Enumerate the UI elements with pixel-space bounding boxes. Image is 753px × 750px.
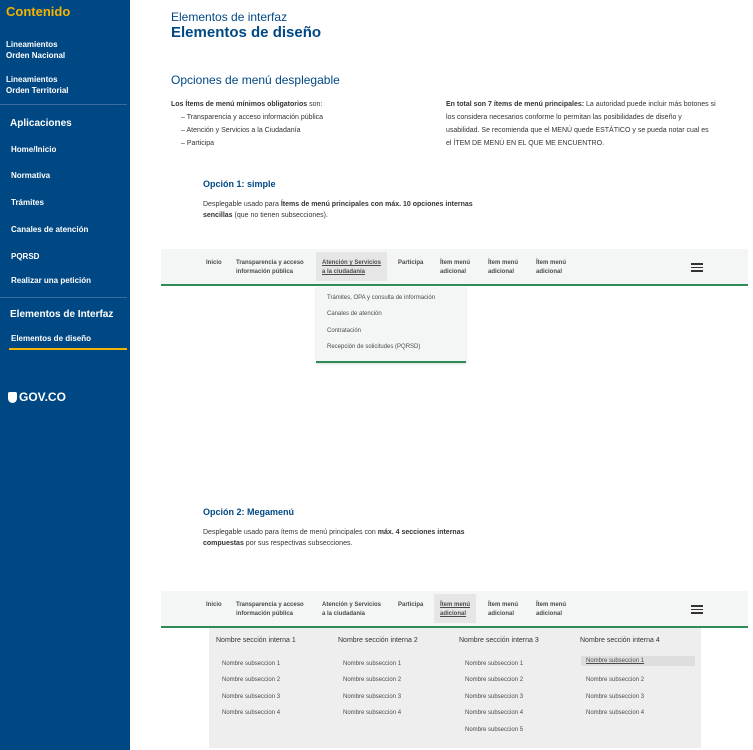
- sidebar-item-label: Orden Territorial: [6, 86, 69, 95]
- nav-label: a la ciudadanía: [322, 611, 366, 617]
- gov-co-logo[interactable]: [8, 390, 66, 404]
- sidebar-item-pqrsd[interactable]: PQRSD: [11, 252, 40, 261]
- nav-label: Ítem menú: [440, 260, 471, 266]
- mandatory-list: [171, 111, 421, 150]
- sidebar-item-peticion[interactable]: Realizar una petición: [11, 276, 92, 285]
- sidebar-section-aplicaciones: Aplicaciones: [10, 118, 72, 129]
- option1-title: Opción 1: simple: [203, 179, 276, 189]
- mandatory-items-text: [171, 98, 421, 150]
- sidebar-item-elementos-diseno[interactable]: Elementos de diseño: [11, 334, 92, 343]
- nav-item-participa[interactable]: [398, 601, 423, 610]
- mega-subsection-link[interactable]: Nombre subseccion 3: [343, 694, 402, 700]
- nav-label: Ítem menú: [488, 602, 519, 608]
- navbar-option2: [161, 591, 748, 628]
- nav-label: adicional: [488, 611, 515, 617]
- intro-bold: Ítems de menú mínimos obligatorios: [185, 101, 308, 108]
- nav-label: información pública: [236, 269, 294, 275]
- nav-item-transparencia[interactable]: [236, 601, 304, 619]
- nav-item-participa[interactable]: [398, 259, 423, 268]
- mega-section-title: Nombre sección interna 4: [580, 637, 660, 644]
- desc-bold: Ítems de menú principales con máx. 10 opciones internas sencillas: [203, 201, 473, 219]
- mega-subsection-link-hover[interactable]: Nombre subseccion 1: [581, 656, 695, 666]
- nav-label: Atención y Servicios: [322, 260, 382, 266]
- option2-title: Opción 2: Megamenú: [203, 507, 295, 517]
- nav-label: Ítem menú: [440, 602, 471, 608]
- nav-label: a la ciudadanía: [322, 269, 366, 275]
- nav-item-inicio[interactable]: [206, 259, 222, 268]
- mega-subsection-link[interactable]: Nombre subseccion 4: [222, 710, 281, 716]
- nav-label: Participa: [398, 602, 424, 608]
- sidebar-item-normativa[interactable]: Normativa: [11, 171, 51, 180]
- nav-label: adicional: [536, 611, 563, 617]
- option1-description: [203, 199, 503, 221]
- total-bold: En total son 7 ítems de menú principales:: [446, 101, 585, 108]
- total-items-text: [446, 98, 716, 150]
- mega-subsection-link[interactable]: Nombre subseccion 1: [343, 661, 402, 667]
- section-title: Opciones de menú desplegable: [171, 73, 340, 87]
- total-text: La autoridad puede incluir más botones si los considera necesarios conforme lo permitan las posibilidades de diseño y usabilidad. Se recomienda que el MENÚ quede ESTÁTICO y se pueda notar cual es el ÍTEM DE MENÚ EN EL QUE ME ENCUENTRO.: [446, 101, 716, 147]
- mega-section-title: Nombre sección interna 1: [216, 637, 296, 644]
- mega-subsection-link[interactable]: Nombre subseccion 2: [586, 677, 645, 683]
- mega-subsection-link[interactable]: Nombre subseccion 1: [222, 661, 281, 667]
- option2-description: [203, 527, 493, 549]
- nav-item-adicional[interactable]: [488, 259, 518, 277]
- sidebar-section-interfaz: Elementos de Interfaz: [10, 309, 114, 320]
- sidebar-divider: [0, 104, 127, 105]
- list-item: – Atención y Servicios a la Ciudadanía: [181, 124, 421, 137]
- desc-bold: máx. 4 secciones internas compuestas: [203, 529, 465, 547]
- mega-subsection-link[interactable]: Nombre subseccion 2: [343, 677, 402, 683]
- nav-item-adicional[interactable]: [536, 601, 566, 619]
- nav-label: adicional: [440, 611, 467, 617]
- nav-label: Ítem menú: [536, 260, 567, 266]
- mega-subsection-link[interactable]: Nombre subseccion 3: [222, 694, 281, 700]
- nav-item-adicional-active[interactable]: [434, 594, 476, 623]
- nav-label: información pública: [236, 611, 294, 617]
- desc-suffix: por sus respectivas subsecciones.: [243, 540, 353, 547]
- mega-subsection-link[interactable]: Nombre subseccion 2: [222, 677, 281, 683]
- sidebar-item-label: Lineamientos: [6, 40, 58, 49]
- dropdown-item[interactable]: Canales de atención: [327, 311, 382, 317]
- nav-label: Transparencia y acceso: [236, 260, 304, 266]
- nav-label: Participa: [398, 260, 424, 266]
- list-item: – Participa: [181, 137, 421, 150]
- shield-icon: [8, 392, 17, 403]
- sidebar-title: Contenido: [6, 4, 71, 19]
- mega-subsection-link[interactable]: Nombre subseccion 3: [465, 694, 524, 700]
- nav-item-adicional[interactable]: [536, 259, 566, 277]
- dropdown-item[interactable]: Recepción de solicitudes (PQRSD): [327, 344, 421, 350]
- mega-subsection-link[interactable]: Nombre subseccion 3: [586, 694, 645, 700]
- dropdown-item[interactable]: Contratación: [327, 328, 362, 334]
- breadcrumb: Elementos de interfaz: [171, 10, 288, 24]
- hamburger-menu-icon[interactable]: [691, 605, 703, 614]
- nav-item-adicional[interactable]: [488, 601, 518, 619]
- list-item: – Transparencia y acceso información pública: [181, 111, 421, 124]
- nav-label: adicional: [440, 269, 467, 275]
- desc-suffix: (que no tienen subsecciones).: [232, 212, 328, 219]
- sidebar-item-canales[interactable]: Canales de atención: [11, 225, 89, 234]
- hamburger-menu-icon[interactable]: [691, 263, 703, 272]
- dropdown-item[interactable]: Trámites, OPA y consulta de información: [327, 295, 436, 301]
- nav-label: adicional: [536, 269, 563, 275]
- nav-label: Inicio: [206, 260, 222, 266]
- sidebar-item-lineamientos-nacional[interactable]: [6, 39, 65, 61]
- sidebar-item-home[interactable]: Home/Inicio: [11, 145, 57, 154]
- active-indicator: [9, 348, 127, 350]
- logo-text: GOV.CO: [19, 390, 66, 404]
- mega-menu: [209, 628, 701, 748]
- nav-item-atencion[interactable]: [322, 601, 381, 619]
- nav-label: Atención y Servicios: [322, 602, 382, 608]
- nav-item-adicional[interactable]: [440, 259, 470, 277]
- sidebar-item-label: Lineamientos: [6, 75, 58, 84]
- mega-subsection-link[interactable]: Nombre subseccion 4: [586, 710, 645, 716]
- nav-item-inicio[interactable]: [206, 601, 222, 610]
- sidebar-item-label: Orden Nacional: [6, 51, 66, 60]
- mega-section-title: Nombre sección interna 2: [338, 637, 418, 644]
- sidebar-item-tramites[interactable]: Trámites: [11, 198, 44, 207]
- nav-label: Transparencia y acceso: [236, 602, 304, 608]
- desc-prefix: Desplegable usado para ítems de menú principales con: [203, 529, 378, 536]
- mega-subsection-link[interactable]: Nombre subseccion 4: [343, 710, 402, 716]
- mega-subsection-link[interactable]: Nombre subseccion 5: [465, 727, 524, 733]
- nav-item-atencion[interactable]: [316, 252, 387, 281]
- navbar-option1: [161, 249, 748, 286]
- nav-label: Ítem menú: [488, 260, 519, 266]
- nav-label: adicional: [488, 269, 515, 275]
- mega-section-title: Nombre sección interna 3: [459, 637, 539, 644]
- dropdown-menu: [316, 287, 466, 363]
- sidebar-divider: [0, 297, 127, 298]
- nav-label: Ítem menú: [536, 602, 567, 608]
- desc-prefix: Desplegable usado para: [203, 201, 281, 208]
- sidebar-item-lineamientos-territorial[interactable]: [6, 74, 69, 96]
- sidebar: [0, 0, 130, 750]
- nav-item-transparencia[interactable]: [236, 259, 304, 277]
- mega-subsection-link[interactable]: Nombre subseccion 1: [465, 661, 524, 667]
- intro-bold-prefix: Los: [171, 101, 186, 108]
- page-title: Elementos de diseño: [171, 24, 322, 41]
- mega-subsection-link[interactable]: Nombre subseccion 4: [465, 710, 524, 716]
- nav-label: Inicio: [206, 602, 222, 608]
- mega-subsection-link[interactable]: Nombre subseccion 2: [465, 677, 524, 683]
- intro-suffix: son:: [307, 101, 323, 108]
